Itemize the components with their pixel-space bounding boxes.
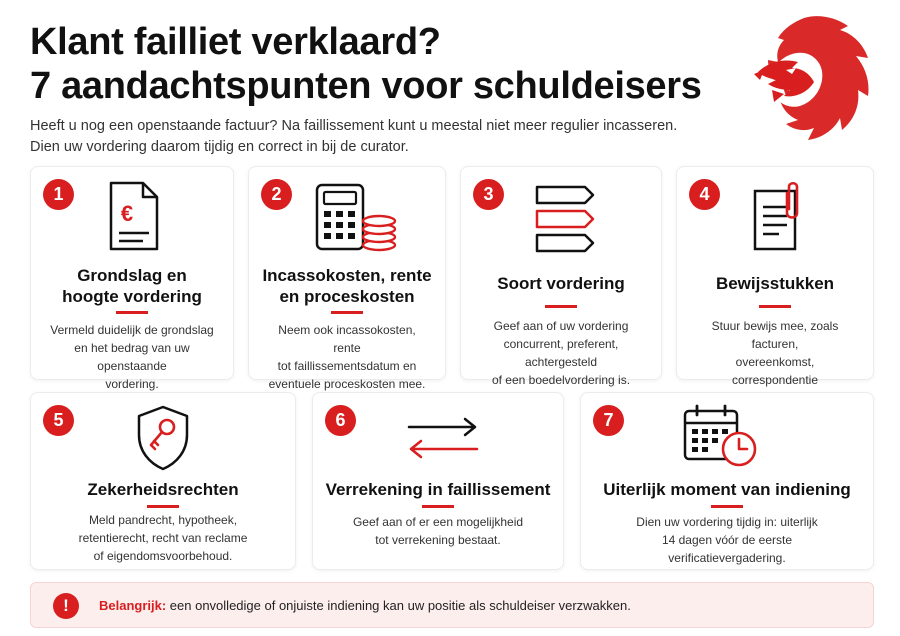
card-title (581, 479, 873, 500)
card-desc-line: 14 dagen vóór de eerste (661, 533, 793, 547)
lion-head-icon (744, 10, 874, 142)
page-title (30, 20, 702, 108)
card-title-line: en proceskosten (279, 287, 415, 306)
notice-message: een onvolledige of onjuiste indiening kan uw positie als schuldeiser verzwakken. (166, 598, 631, 613)
card-title-line: Zekerheidsrechten (87, 480, 239, 499)
card-title-line: hoogte vordering (62, 287, 202, 306)
card-desc-line: Stuur bewijs mee, zoals facturen, (711, 319, 839, 351)
red-divider (759, 305, 791, 308)
card-title (677, 273, 873, 294)
card-description (581, 513, 873, 567)
red-divider (545, 305, 577, 308)
card-title (249, 265, 445, 307)
card-title-line: Grondslag en (77, 266, 187, 285)
step-number-badge: 2 (261, 179, 292, 210)
notice-label: Belangrijk: (99, 598, 167, 613)
title-line-2: 7 aandachtspunten voor schuldeisers (30, 65, 702, 107)
card-description (31, 511, 295, 565)
card-title-line: Soort vordering (497, 274, 625, 293)
card-bewijsstukken (676, 166, 874, 387)
card-desc-line: tot verrekening bestaat. (375, 533, 501, 547)
intro-text (30, 116, 677, 158)
exclamation-icon: ! (53, 593, 79, 619)
card-desc-line: of een boedelvordering is. (491, 373, 631, 387)
label-arrows-icon (533, 183, 597, 257)
card-title-line: Uiterlijk moment van indiening (603, 480, 851, 499)
card-description (249, 321, 445, 393)
card-description (461, 317, 661, 389)
card-desc-line: en het bedrag van uw openstaande (74, 341, 190, 373)
step-number-badge: 4 (689, 179, 720, 210)
card-desc-line: of eigendomsvoorbehoud. (93, 549, 233, 563)
card-title-line: Verrekening in faillissement (325, 480, 551, 499)
card-title (313, 479, 563, 500)
red-divider (422, 505, 454, 508)
svg-text:€: € (120, 201, 134, 226)
card-desc-line: retentierecht, recht van reclame (78, 531, 248, 545)
card-desc-line: Geef aan of uw vordering (493, 319, 629, 333)
card-incassokosten (248, 166, 446, 391)
step-number-badge: 7 (593, 405, 624, 436)
card-description (313, 513, 563, 549)
card-title (31, 265, 233, 307)
euro-document-icon (103, 179, 163, 253)
intro-line-1: Heeft u nog een openstaande factuur? Na faillissement kunt u meestal niet meer regulier incasseren. (30, 118, 678, 134)
card-desc-line: Meld pandrecht, hypotheek, (88, 513, 238, 527)
red-divider (147, 505, 179, 508)
card-desc-line: verificatievergadering. (668, 551, 786, 565)
card-description (31, 321, 233, 393)
card-uiterlijk-moment (580, 392, 874, 570)
card-desc-line: concurrent, preferent, achtergesteld (503, 337, 619, 369)
shield-key-icon (133, 403, 193, 473)
card-desc-line: overeenkomst, correspondentie (731, 355, 819, 387)
card-desc-line: Vermeld duidelijk de grondslag (50, 323, 214, 337)
red-divider (331, 311, 363, 314)
exchange-arrows-icon (405, 415, 481, 461)
calendar-clock-icon (681, 403, 761, 469)
card-title-line: Incassokosten, rente (262, 266, 432, 285)
step-number-badge: 5 (43, 405, 74, 436)
red-divider (116, 311, 148, 314)
card-desc-line: Geef aan of er een mogelijkheid (352, 515, 524, 529)
title-line-1: Klant failliet verklaard? (30, 21, 441, 63)
card-grondslag (30, 166, 234, 391)
card-desc-line: tot faillissementsdatum en (277, 359, 417, 373)
card-verrekening (312, 392, 564, 570)
intro-line-2: Dien uw vordering daarom tijdig en correct in bij de curator. (30, 139, 409, 155)
card-soort-vordering (460, 166, 662, 387)
important-notice (30, 582, 874, 628)
document-paperclip-icon (749, 179, 809, 255)
card-desc-line: Dien uw vordering tijdig in: uiterlijk (636, 515, 818, 529)
step-number-badge: 6 (325, 405, 356, 436)
notice-text (99, 597, 631, 615)
card-desc-line: vordering. (105, 377, 159, 391)
step-number-badge: 1 (43, 179, 74, 210)
card-zekerheidsrechten (30, 392, 296, 570)
card-desc-line: Neem ook incassokosten, rente (278, 323, 416, 355)
card-desc-line: eventuele proceskosten mee. (268, 377, 426, 391)
calculator-coins-icon (313, 181, 401, 255)
card-title (461, 273, 661, 294)
card-title (31, 479, 295, 500)
red-divider (711, 505, 743, 508)
card-title-line: Bewijsstukken (715, 274, 835, 293)
step-number-badge: 3 (473, 179, 504, 210)
